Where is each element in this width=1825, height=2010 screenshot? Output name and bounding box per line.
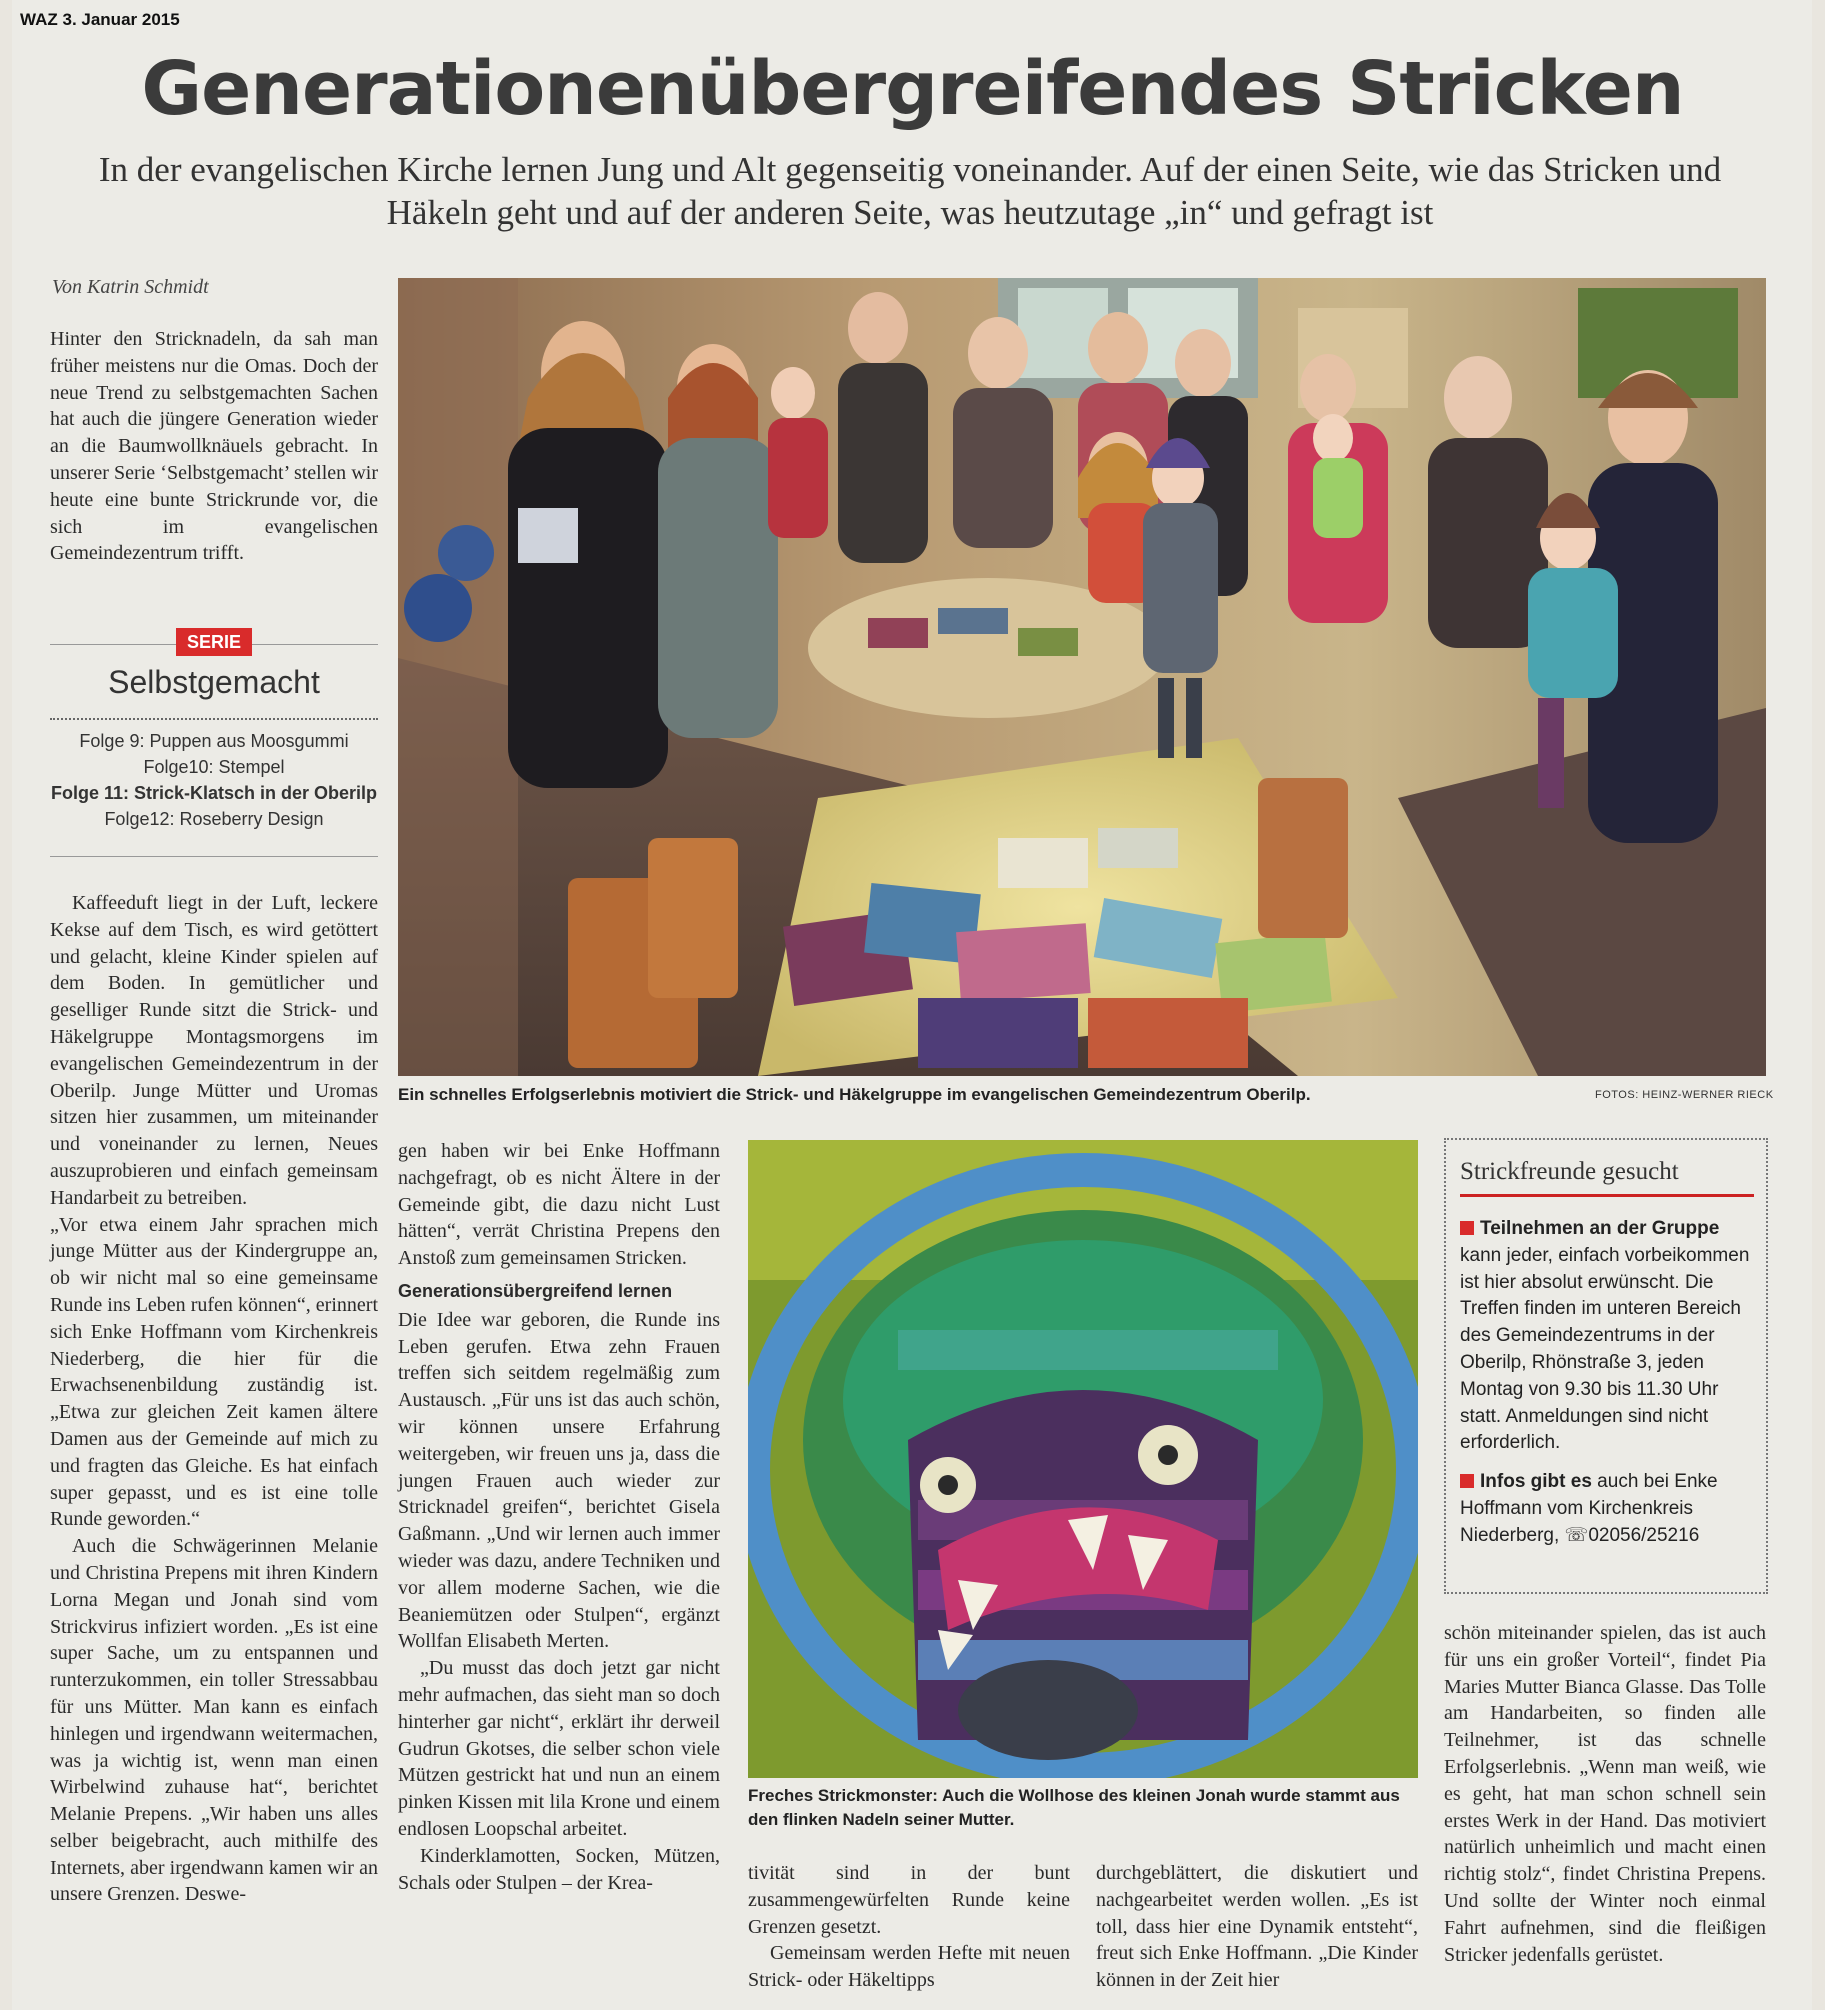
info-box-title: Strickfreunde gesucht bbox=[1460, 1158, 1679, 1185]
bullet-square-icon bbox=[1460, 1474, 1474, 1488]
paragraph: tivität sind in der bunt zusammengewürfelten Runde keine Grenzen gesetzt. bbox=[748, 1862, 1070, 1938]
paragraph: „Du musst das doch jetzt gar nicht mehr aufmachen, das sieht man so doch hinterher gar nicht“, erklärt ihr derweil Gudrun Gkotses, die selber schon viele Mützen gestrickt hat und nun an einem pinken Kissen mit lila Krone und einem endlosen Loopschal arbeitet. bbox=[398, 1657, 720, 1840]
info-box bbox=[1444, 1138, 1768, 1594]
serie-item: Folge 9: Puppen aus Moosgummi bbox=[79, 731, 349, 751]
info-lead: Infos gibt es bbox=[1480, 1471, 1592, 1493]
paragraph: „Vor etwa einem Jahr sprachen mich junge Mütter aus der Kindergruppe an, ob wir nicht mal so eine gemeinsame Runde ins Leben rufen können“, erinnert sich Enke Hoffmann vom Kirchenkreis Niederberg, die hier für die Erwachsenenbildung zuständig ist. „Etwa zur gleichen Zeit kamen ältere Damen aus der Gemeinde auf mich zu und fragten das Gleiche. Es hat einfach super gepasst, und es ist eine tolle Runde geworden.“ bbox=[50, 1213, 378, 1531]
paragraph: gen haben wir bei Enke Hoffmann nachgefragt, ob es nicht Ältere in der Gemeinde gibt, die dazu nicht Lust hätten“, verrät Christina Prepens den Anstoß zum gemeinsamen Stricken. bbox=[398, 1140, 720, 1270]
paragraph: Kaffeeduft liegt in der Luft, leckere Kekse auf dem Tisch, es wird getöttert und gelacht, kleine Kinder spielen auf dem Boden. In gemütlicher und geselliger Runde sitzt die Strick- und Häkelgruppe Montagsmorgens im evangelischen Gemeindezentrum in der Oberilp. Junge Mütter und Uromas sitzen hier zusammen, um miteinander und voneinander zu lernen, Neues auszuprobieren und einfach gemeinsam Handarbeit zu betreiben. bbox=[50, 892, 378, 1209]
article-column-5 bbox=[1444, 1620, 1766, 1968]
serie-item: Folge10: Stempel bbox=[143, 757, 285, 777]
group-photo-caption: Ein schnelles Erfolgserlebnis motiviert die Strick- und Häkelgruppe im evangelischen Gemeindezentrum Oberilp. bbox=[398, 1085, 1311, 1104]
byline: Von Katrin Schmidt bbox=[52, 276, 209, 298]
info-box-body bbox=[1460, 1216, 1756, 1550]
intro-paragraph: Hinter den Stricknadeln, da sah man früher meistens nur die Omas. Doch der neue Trend zu selbstgemachten Sachen hat auch die jüngere Generation wieder an die Baumwollknäuels gebracht. In unserer Serie ‘Selbstgemacht’ stellen wir heute eine bunte Strickrunde vor, die sich im evangelischen Gemeindezentrum trifft. bbox=[50, 328, 378, 565]
serie-item: Folge12: Roseberry Design bbox=[104, 809, 324, 829]
monster-photo-caption: Freches Strickmonster: Auch die Wollhose des kleinen Jonah wurde stammt aus den flinken Nadeln seiner Mutter. bbox=[748, 1786, 1400, 1829]
info-lead: Teilnehmen an der Gruppe bbox=[1480, 1218, 1720, 1239]
headline: Generationenübergreifendes Stricken bbox=[141, 46, 1684, 132]
serie-badge: SERIE bbox=[176, 628, 252, 656]
article-column-3 bbox=[748, 1860, 1070, 1994]
photo-credit: FOTOS: HEINZ-WERNER RIECK bbox=[1595, 1089, 1774, 1101]
info-item bbox=[1460, 1469, 1756, 1549]
paragraph: durchgeblättert, die diskutiert und nachgearbeitet werden wollen. „Es ist toll, dass hier eine Dynamik entsteht“, freut sich Enke Hoffmann. „Die Kinder können in der Zeit hier bbox=[1096, 1862, 1418, 1992]
edition-date: WAZ 3. Januar 2015 bbox=[20, 10, 180, 29]
article-column-1 bbox=[50, 890, 378, 1908]
info-item bbox=[1460, 1216, 1756, 1457]
info-text: kann jeder, einfach vorbeikommen ist hier absolut erwünscht. Die Treffen finden im unteren Bereich des Gemeindezentrums in der Oberilp, Rhönstraße 3, jeden Montag von 9.30 bis 11.30 Uhr statt. Anmeldungen sind nicht erforderlich. bbox=[1460, 1244, 1750, 1454]
bullet-square-icon bbox=[1460, 1221, 1474, 1235]
group-photo-image bbox=[398, 278, 1766, 1076]
paragraph: Kinderklamotten, Socken, Mützen, Schals oder Stulpen – der Krea- bbox=[398, 1844, 720, 1894]
paragraph: Die Idee war geboren, die Runde ins Leben gerufen. Etwa zehn Frauen treffen sich seitdem regelmäßig zum Austausch. „Für uns ist das auch schön, wir können unsere Erfahrung weitergeben, wir freuen uns ja, dass die jungen Frauen auch wieder zur Stricknadel greifen“, berichtet Gisela Gaßmann. „Und wir lernen auch immer wieder was dazu, andere Techniken und vor allem moderne Sachen, wie die Beaniemützen oder Stulpen“, ergänzt Wollfan Elisabeth Merten. bbox=[398, 1308, 720, 1653]
subheadline: In der evangelischen Kirche lernen Jung und Alt gegenseitig voneinander. Auf der einen Seite, wie das Stricken und Häkeln geht und auf der anderen Seite, was heutzutage „in“ und gefragt ist bbox=[98, 150, 1722, 232]
monster-photo-image bbox=[748, 1140, 1418, 1778]
intro-text bbox=[50, 326, 378, 567]
group-photo bbox=[398, 278, 1766, 1076]
serie-bottom-rule bbox=[50, 856, 378, 857]
serie-dotted-rule bbox=[50, 718, 378, 720]
serie-list bbox=[50, 728, 378, 832]
article-column-2 bbox=[398, 1138, 720, 1896]
paragraph: Gemeinsam werden Hefte mit neuen Strick- oder Häkeltipps bbox=[748, 1942, 1070, 1992]
paragraph: Auch die Schwägerinnen Melanie und Christina Prepens mit ihren Kindern Lorna Megan und Jonah sind vom Strickvirus infiziert worden. „Es ist eine super Sache, um zu entspannen und runterzukommen, ein toller Stressabbau für uns Mütter. Man kann es einfach hinlegen und irgendwann weitermachen, was ja wichtig ist, wenn man einen Wirbelwind zuhause hat“, berichtet Melanie Prepens. „Wir haben uns alles selber beigebracht, auch mithilfe des Internets, aber irgendwann kamen wir an unsere Grenzen. Deswe- bbox=[50, 1535, 378, 1906]
serie-box bbox=[50, 628, 378, 858]
info-box-rule bbox=[1460, 1194, 1754, 1197]
article-column-4 bbox=[1096, 1860, 1418, 1994]
serie-item-current: Folge 11: Strick-Klatsch in der Oberilp bbox=[50, 783, 378, 803]
monster-photo bbox=[748, 1140, 1418, 1778]
info-text: auch bei Enke Hoffmann vom Kirchenkreis Niederberg, ☏02056/25216 bbox=[1460, 1471, 1718, 1546]
subheading: Generationsübergreifend lernen bbox=[398, 1280, 673, 1301]
paragraph: schön miteinander spielen, das ist auch für uns ein großer Vorteil“, findet Pia Maries Mutter Bianca Glasse. Das Tolle am Handarbeiten, so finden alle Teilnehmer, ist das schnelle Erfolgserlebnis. „Wenn man weiß, wie es geht, hat man schon schnell sein erstes Werk in der Hand. Das motiviert natürlich unheimlich und macht einen richtig stolz“, findet Christina Prepens. Und sollte der Winter noch einmal Fahrt aufnehmen, sind die fleißigen Stricker jedenfalls gerüstet. bbox=[1444, 1622, 1766, 1966]
serie-title: Selbstgemacht bbox=[108, 664, 320, 700]
